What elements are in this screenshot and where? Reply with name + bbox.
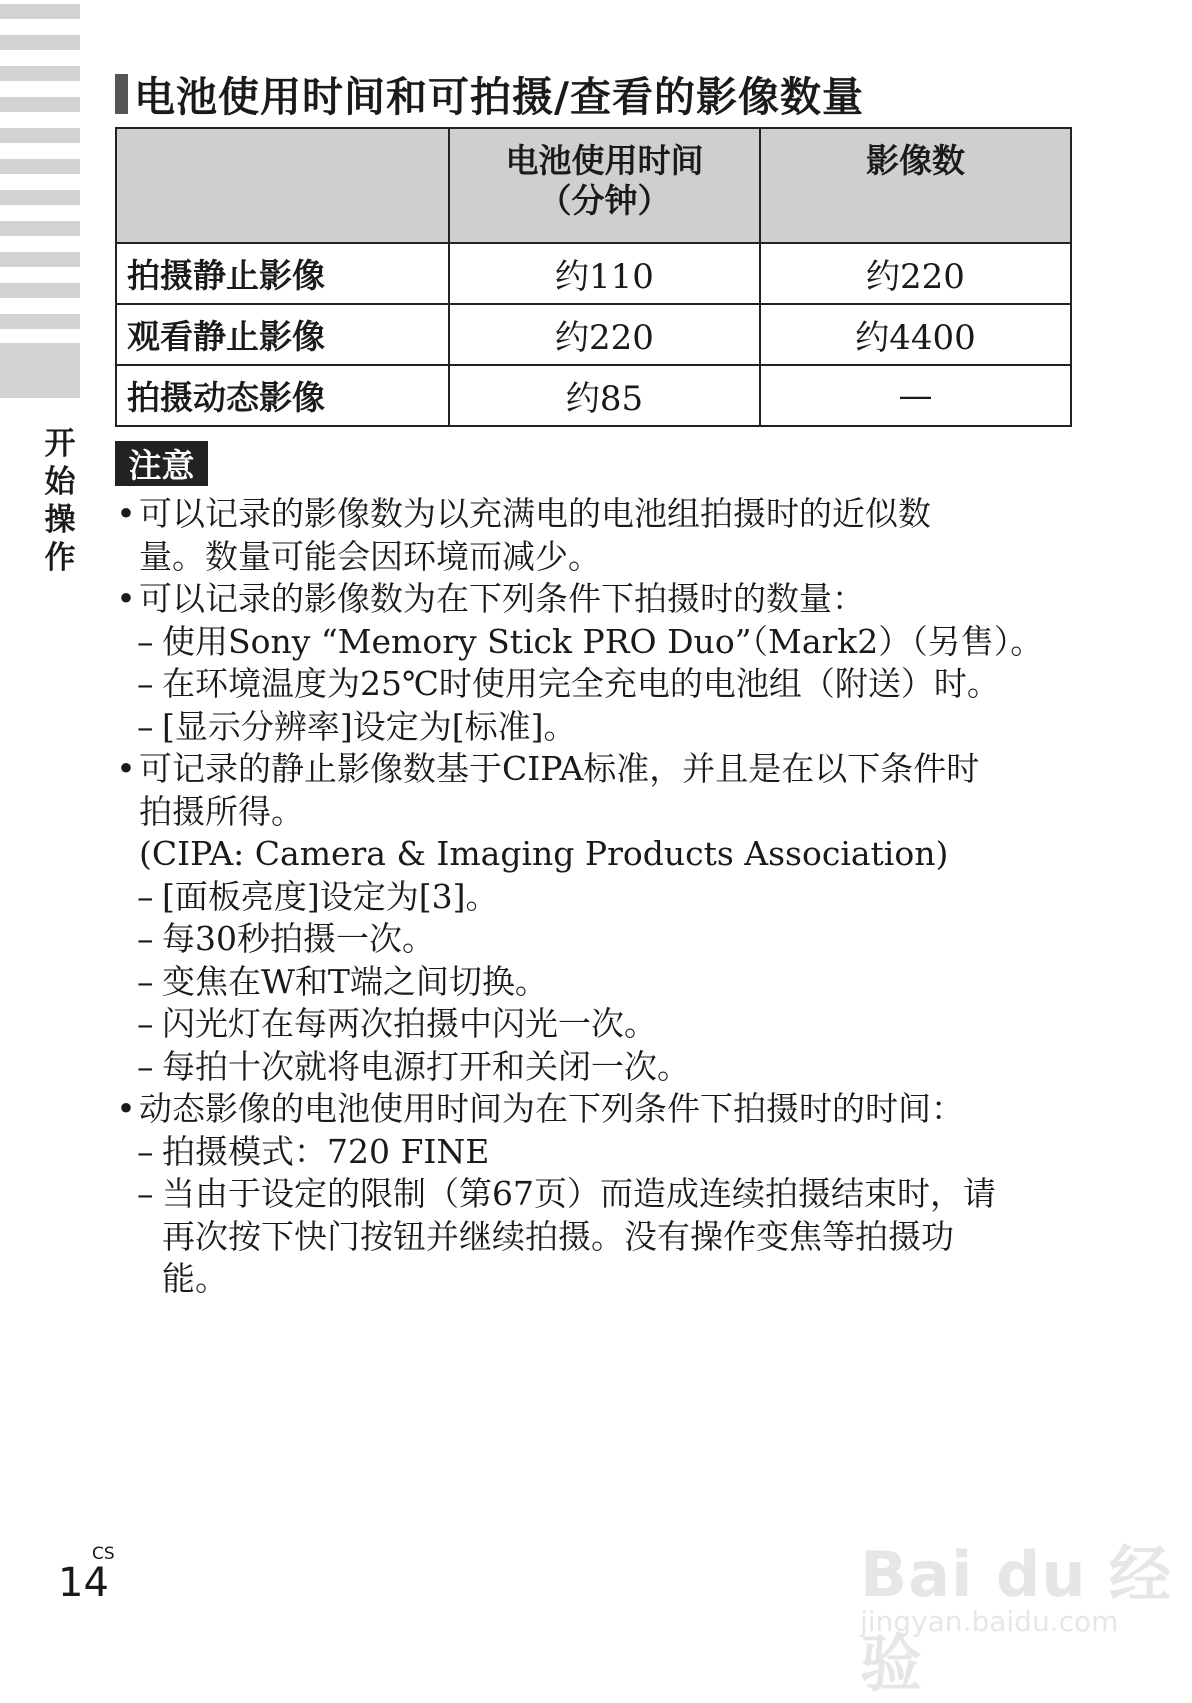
bullet: • [116,1089,136,1128]
watermark-url: jingyan.baidu.com [860,1605,1119,1638]
note-text: 可记录的静止影像数基于CIPA标准，并且是在以下条件时 [139,749,980,788]
stripe [0,314,80,329]
note-text: 当由于设定的限制（第67页）而造成连续拍摄结束时，请 [162,1174,996,1213]
note-tag: 注意 [115,441,208,486]
stripe [0,283,80,298]
sub-item [115,1003,1080,1046]
note-text: [显示分辨率]设定为[标准]。 [162,706,577,746]
side-label-char: 作 [44,540,76,576]
stripe [0,4,80,19]
sub-item-cont [115,1216,1080,1259]
table-row [116,243,1071,304]
list-item-cont [115,791,1080,834]
cell-count: 约4400 [760,304,1071,365]
row-label: 拍摄静止影像 [116,243,449,304]
note-text: 闪光灯在每两次拍摄中闪光一次。 [162,1004,657,1043]
header-battery-time-line2: （分钟） [538,181,671,220]
stripe [0,159,80,174]
note-text: 变焦在W和T端之间切换。 [162,961,548,1001]
note-text: 能。 [162,1259,228,1298]
sub-item [115,876,1080,919]
stripe [0,66,80,81]
note-text: 拍摄模式：720 FINE [162,1131,490,1171]
row-label: 观看静止影像 [116,304,449,365]
stripe [0,190,80,205]
bullet: • [116,749,136,788]
baidu-watermark [860,1525,1192,1703]
table-row [116,304,1071,365]
side-label-char: 操 [44,502,76,538]
list-item [115,578,1080,621]
dash: – [137,1004,154,1043]
cell-count: — [760,365,1071,426]
note-text: 每拍十次就将电源打开和关闭一次。 [162,1046,690,1086]
page-number: 14 [58,1560,109,1606]
stripe [0,221,80,236]
header-battery-time-line1: 电池使用时间 [505,141,704,180]
page-title [115,64,864,123]
note-text: 使用Sony “Memory Stick PRO Duo”（Mark2）（另售）。 [162,621,1044,661]
side-label-char: 开 [44,426,76,462]
sub-item [115,918,1080,961]
side-label-char: 始 [44,464,76,500]
cell-time: 约85 [449,365,760,426]
stripe [0,252,80,267]
sub-item [115,961,1080,1004]
note-text: 每30秒拍摄一次。 [162,919,435,958]
list-item [115,748,1080,791]
dash: – [137,919,154,958]
sub-item [115,1131,1080,1174]
note-text: 可以记录的影像数为在下列条件下拍摄时的数量： [139,579,865,618]
page-title-text: 电池使用时间和可拍摄/查看的影像数量 [134,73,864,121]
sub-item [115,706,1080,749]
title-marker [115,74,128,114]
table-row [116,365,1071,426]
cell-time: 约220 [449,304,760,365]
sub-item [115,663,1080,706]
list-item-cont [115,536,1080,579]
note-text: [面板亮度]设定为[3]。 [162,876,499,916]
note-text: 可以记录的影像数为以充满电的电池组拍摄时的近似数 [139,494,931,533]
dash: – [137,706,154,746]
list-item [115,493,1080,536]
dash: – [137,664,154,703]
table-header-row [116,128,1071,243]
bullet: • [116,494,136,533]
section-side-label [38,425,82,577]
sub-item [115,1173,1080,1216]
cell-time: 约110 [449,243,760,304]
stripe-block [0,343,80,398]
note-text: 动态影像的电池使用时间为在下列条件下拍摄时的时间： [139,1089,964,1128]
dash: – [137,876,154,916]
dash: – [137,621,154,661]
cell-count: 约220 [760,243,1071,304]
note-text: 在环境温度为25℃时使用完全充电的电池组（附送）时。 [162,664,1000,703]
row-label: 拍摄动态影像 [116,365,449,426]
notes-list [115,493,1080,1301]
dash: – [137,1046,154,1086]
sub-item-cont [115,1258,1080,1301]
list-item-cont [115,833,1080,876]
list-item [115,1088,1080,1131]
dash: – [137,1131,154,1171]
stripe [0,97,80,112]
sub-item [115,621,1080,664]
header-empty [116,128,449,243]
bullet: • [116,579,136,618]
sub-item [115,1046,1080,1089]
header-battery-time [449,128,760,243]
battery-table [115,127,1072,427]
stripe [0,128,80,143]
note-text: 拍摄所得。 [139,791,304,831]
page-language-code: CS [92,1544,115,1564]
stripe [0,35,80,50]
note-text: (CIPA: Camera & Imaging Products Association) [139,834,949,873]
watermark-brand: Bai du 经验 [860,1538,1173,1700]
dash: – [137,1174,154,1213]
note-text: 再次按下快门按钮并继续拍摄。没有操作变焦等拍摄功 [162,1216,954,1256]
note-text: 量。数量可能会因环境而减少。 [139,536,601,576]
dash: – [137,961,154,1001]
header-image-count: 影像数 [760,128,1071,243]
